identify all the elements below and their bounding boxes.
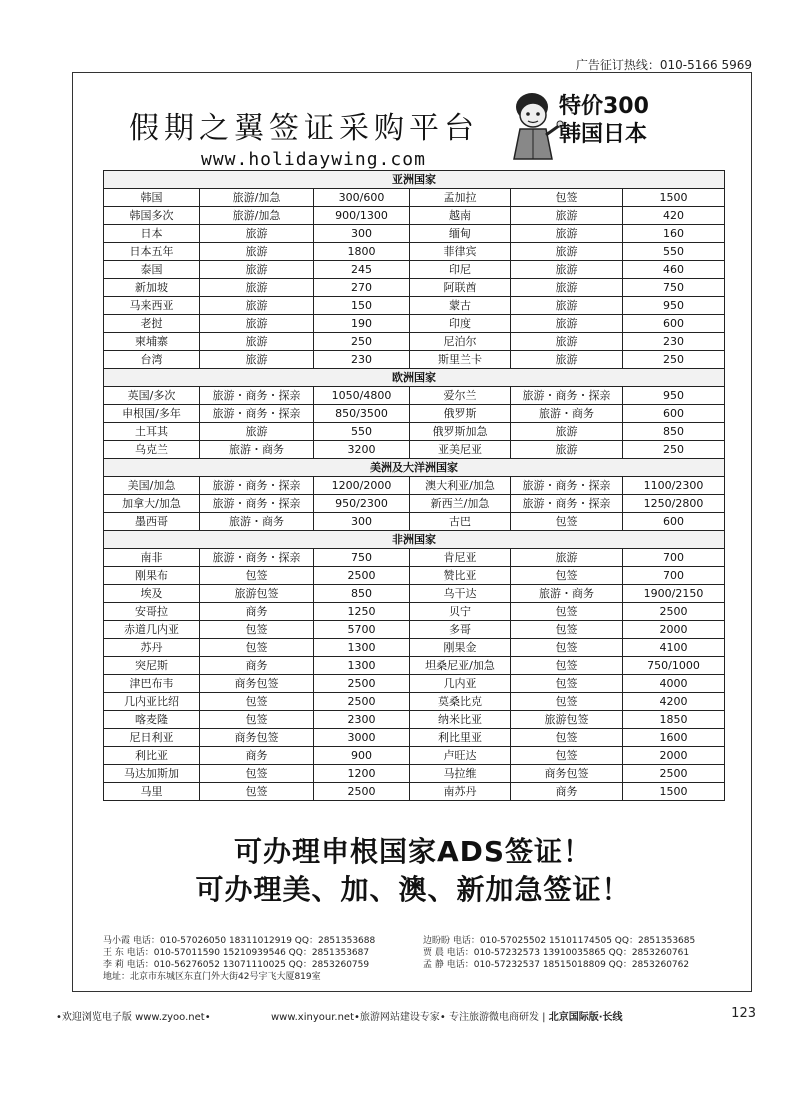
- table-cell: 澳大利亚/加急: [410, 477, 511, 495]
- ad-hotline: 广告征订热线：010-5166 5969: [575, 58, 752, 72]
- table-cell: 旅游: [511, 441, 623, 459]
- table-row: [104, 567, 725, 585]
- table-cell: 550: [314, 423, 410, 441]
- table-cell: 2000: [623, 621, 725, 639]
- table-cell: 几内亚比绍: [104, 693, 200, 711]
- table-cell: 旅游: [200, 297, 314, 315]
- table-cell: 尼泊尔: [410, 333, 511, 351]
- contact-person: 孟 静 电话：010-57232537 18515018809 QQ：2853260762: [423, 960, 690, 970]
- table-cell: 乌克兰: [104, 441, 200, 459]
- slogan-ads: 可办理申根国家ADS签证！: [233, 835, 593, 868]
- promo-price: 特价300: [559, 94, 649, 119]
- table-cell: 旅游: [200, 279, 314, 297]
- table-row: [104, 207, 725, 225]
- table-cell: 850: [314, 585, 410, 603]
- table-cell: 460: [623, 261, 725, 279]
- table-cell: 950: [623, 297, 725, 315]
- section-title: 美洲及大洋洲国家: [104, 459, 725, 477]
- table-cell: 600: [623, 315, 725, 333]
- brand-title: 假期之翼签证采购平台: [129, 111, 479, 146]
- table-cell: 2500: [314, 783, 410, 801]
- footer-ezine-link[interactable]: •欢迎浏览电子版 www.zyoo.net•: [56, 1012, 211, 1023]
- table-cell: 旅游・商务: [200, 513, 314, 531]
- section-title: 亚洲国家: [104, 171, 725, 189]
- table-row: [104, 243, 725, 261]
- table-cell: 1200/2000: [314, 477, 410, 495]
- table-cell: 1900/2150: [623, 585, 725, 603]
- table-cell: 旅游・商务・探亲: [200, 549, 314, 567]
- section-title: 非洲国家: [104, 531, 725, 549]
- table-cell: 4200: [623, 693, 725, 711]
- table-cell: 旅游: [511, 333, 623, 351]
- table-cell: 尼日利亚: [104, 729, 200, 747]
- table-cell: 多哥: [410, 621, 511, 639]
- table-cell: 商务: [200, 603, 314, 621]
- table-cell: 1300: [314, 639, 410, 657]
- table-cell: 乌干达: [410, 585, 511, 603]
- table-cell: 旅游・商务・探亲: [200, 495, 314, 513]
- table-cell: 古巴: [410, 513, 511, 531]
- table-cell: 赞比亚: [410, 567, 511, 585]
- table-cell: 美国/加急: [104, 477, 200, 495]
- table-cell: 300: [314, 225, 410, 243]
- table-cell: 苏丹: [104, 639, 200, 657]
- table-cell: 700: [623, 549, 725, 567]
- table-cell: 包签: [511, 729, 623, 747]
- table-cell: 马来西亚: [104, 297, 200, 315]
- table-cell: 印尼: [410, 261, 511, 279]
- table-cell: 1250: [314, 603, 410, 621]
- table-row: [104, 405, 725, 423]
- table-cell: 英国/多次: [104, 387, 200, 405]
- table-cell: 旅游: [200, 315, 314, 333]
- contact-list: [103, 935, 743, 983]
- table-cell: 刚果金: [410, 639, 511, 657]
- table-cell: 几内亚: [410, 675, 511, 693]
- table-cell: 商务包签: [200, 675, 314, 693]
- table-cell: 旅游: [511, 225, 623, 243]
- table-cell: 旅游: [511, 279, 623, 297]
- table-cell: 包签: [200, 783, 314, 801]
- table-cell: 卢旺达: [410, 747, 511, 765]
- table-cell: 商务: [200, 747, 314, 765]
- table-cell: 3000: [314, 729, 410, 747]
- contact-row: [103, 959, 743, 971]
- table-cell: 1050/4800: [314, 387, 410, 405]
- table-row: [104, 747, 725, 765]
- table-cell: 旅游・商务・探亲: [200, 387, 314, 405]
- table-cell: 旅游・商务・探亲: [511, 495, 623, 513]
- section-header-row: [104, 531, 725, 549]
- table-cell: 包签: [511, 603, 623, 621]
- table-cell: 旅游: [200, 351, 314, 369]
- table-cell: 旅游: [200, 261, 314, 279]
- table-cell: 包签: [511, 747, 623, 765]
- footer-sponsor: www.xinyour.net•旅游网站建设专家• 专注旅游微电商研发 |: [271, 1012, 546, 1023]
- table-row: [104, 297, 725, 315]
- table-cell: 旅游・商务・探亲: [511, 477, 623, 495]
- table-cell: 加拿大/加急: [104, 495, 200, 513]
- table-cell: 包签: [511, 513, 623, 531]
- table-cell: 坦桑尼亚/加急: [410, 657, 511, 675]
- promo-badge: [559, 93, 649, 149]
- table-cell: 1850: [623, 711, 725, 729]
- table-cell: 旅游・商务・探亲: [511, 387, 623, 405]
- table-cell: 1500: [623, 189, 725, 207]
- table-cell: 160: [623, 225, 725, 243]
- table-cell: 申根国/多年: [104, 405, 200, 423]
- table-cell: 550: [623, 243, 725, 261]
- table-cell: 850/3500: [314, 405, 410, 423]
- table-row: [104, 585, 725, 603]
- table-cell: 商务: [200, 657, 314, 675]
- table-cell: 马拉维: [410, 765, 511, 783]
- slogans: [73, 833, 753, 909]
- table-row: [104, 477, 725, 495]
- table-cell: 商务: [511, 783, 623, 801]
- table-row: [104, 441, 725, 459]
- table-cell: 2500: [314, 675, 410, 693]
- table-row: [104, 729, 725, 747]
- table-cell: 包签: [511, 693, 623, 711]
- table-cell: 旅游/加急: [200, 207, 314, 225]
- table-row: [104, 279, 725, 297]
- table-cell: 750/1000: [623, 657, 725, 675]
- table-row: [104, 675, 725, 693]
- table-cell: 台湾: [104, 351, 200, 369]
- contact-person: 马小霞 电话：010-57026050 18311012919 QQ：2851353688: [103, 936, 376, 946]
- table-cell: 突尼斯: [104, 657, 200, 675]
- table-cell: 2500: [314, 567, 410, 585]
- section-header-row: [104, 459, 725, 477]
- table-cell: 旅游/加急: [200, 189, 314, 207]
- table-cell: 日本五年: [104, 243, 200, 261]
- table-cell: 刚果布: [104, 567, 200, 585]
- table-cell: 270: [314, 279, 410, 297]
- table-row: [104, 549, 725, 567]
- table-cell: 旅游: [511, 549, 623, 567]
- table-cell: 贝宁: [410, 603, 511, 621]
- table-cell: 1800: [314, 243, 410, 261]
- promo-countries: 韩国日本: [559, 122, 648, 147]
- table-cell: 旅游: [200, 423, 314, 441]
- table-cell: 包签: [200, 711, 314, 729]
- table-cell: 900/1300: [314, 207, 410, 225]
- table-row: [104, 657, 725, 675]
- table-cell: 750: [623, 279, 725, 297]
- table-cell: 亚美尼亚: [410, 441, 511, 459]
- table-cell: 墨西哥: [104, 513, 200, 531]
- table-cell: 包签: [511, 567, 623, 585]
- table-row: [104, 387, 725, 405]
- table-cell: 300/600: [314, 189, 410, 207]
- table-cell: 700: [623, 567, 725, 585]
- table-cell: 2500: [623, 765, 725, 783]
- table-cell: 2500: [623, 603, 725, 621]
- table-cell: 旅游: [200, 333, 314, 351]
- table-cell: 韩国: [104, 189, 200, 207]
- section-header-row: [104, 171, 725, 189]
- table-row: [104, 693, 725, 711]
- table-cell: 旅游: [511, 315, 623, 333]
- table-cell: 旅游: [200, 243, 314, 261]
- table-cell: 津巴布韦: [104, 675, 200, 693]
- table-row: [104, 783, 725, 801]
- table-cell: 蒙古: [410, 297, 511, 315]
- table-cell: 印度: [410, 315, 511, 333]
- table-cell: 245: [314, 261, 410, 279]
- visa-price-table: [103, 170, 725, 801]
- table-row: [104, 495, 725, 513]
- table-cell: 150: [314, 297, 410, 315]
- table-cell: 850: [623, 423, 725, 441]
- table-cell: 南非: [104, 549, 200, 567]
- table-cell: 600: [623, 513, 725, 531]
- table-row: [104, 603, 725, 621]
- table-cell: 600: [623, 405, 725, 423]
- table-cell: 旅游包签: [511, 711, 623, 729]
- mascot-illustration: [506, 87, 564, 167]
- table-cell: 莫桑比克: [410, 693, 511, 711]
- table-cell: 韩国多次: [104, 207, 200, 225]
- table-cell: 旅游・商务: [511, 585, 623, 603]
- table-cell: 土耳其: [104, 423, 200, 441]
- table-row: [104, 333, 725, 351]
- table-cell: 包签: [200, 693, 314, 711]
- table-cell: 1100/2300: [623, 477, 725, 495]
- table-row: [104, 639, 725, 657]
- table-cell: 俄罗斯: [410, 405, 511, 423]
- table-cell: 旅游: [511, 423, 623, 441]
- table-cell: 旅游: [511, 297, 623, 315]
- table-cell: 5700: [314, 621, 410, 639]
- table-cell: 缅甸: [410, 225, 511, 243]
- table-cell: 旅游: [511, 351, 623, 369]
- contact-person: 贾 晨 电话：010-57232573 13910035865 QQ：2853260761: [423, 948, 690, 958]
- table-cell: 利比亚: [104, 747, 200, 765]
- table-cell: 250: [623, 351, 725, 369]
- table-cell: 包签: [200, 765, 314, 783]
- website-url[interactable]: www.holidaywing.com: [201, 149, 426, 170]
- table-cell: 马里: [104, 783, 200, 801]
- table-cell: 420: [623, 207, 725, 225]
- page-number: 123: [731, 1006, 756, 1021]
- table-cell: 孟加拉: [410, 189, 511, 207]
- table-cell: 柬埔寨: [104, 333, 200, 351]
- table-cell: 190: [314, 315, 410, 333]
- address: 地址：北京市东城区东直门外大街42号宇飞大厦819室: [103, 972, 321, 982]
- contact-row: [103, 935, 743, 947]
- table-cell: 喀麦隆: [104, 711, 200, 729]
- table-cell: 菲律宾: [410, 243, 511, 261]
- table-cell: 2000: [623, 747, 725, 765]
- table-cell: 越南: [410, 207, 511, 225]
- table-cell: 包签: [511, 189, 623, 207]
- table-cell: 4100: [623, 639, 725, 657]
- table-cell: 230: [623, 333, 725, 351]
- contact-person: 边盼盼 电话：010-57025502 15101174505 QQ：2851353685: [423, 936, 696, 946]
- table-cell: 1200: [314, 765, 410, 783]
- table-cell: 包签: [200, 621, 314, 639]
- table-cell: 爱尔兰: [410, 387, 511, 405]
- table-cell: 包签: [511, 657, 623, 675]
- table-cell: 900: [314, 747, 410, 765]
- table-cell: 泰国: [104, 261, 200, 279]
- ad-frame: [72, 72, 752, 992]
- table-cell: 包签: [200, 567, 314, 585]
- table-row: [104, 621, 725, 639]
- table-cell: 旅游・商务: [200, 441, 314, 459]
- table-cell: 马达加斯加: [104, 765, 200, 783]
- table-cell: 250: [623, 441, 725, 459]
- table-cell: 旅游・商务・探亲: [200, 477, 314, 495]
- table-cell: 230: [314, 351, 410, 369]
- contact-person: 王 东 电话：010-57011590 15210939546 QQ：2851353687: [103, 948, 370, 958]
- table-cell: 包签: [511, 639, 623, 657]
- table-cell: 阿联酋: [410, 279, 511, 297]
- table-cell: 新西兰/加急: [410, 495, 511, 513]
- table-cell: 包签: [511, 621, 623, 639]
- footer-edition: 北京国际版·长线: [548, 1012, 623, 1023]
- table-cell: 包签: [200, 639, 314, 657]
- table-cell: 新加坡: [104, 279, 200, 297]
- table-cell: 950/2300: [314, 495, 410, 513]
- table-cell: 安哥拉: [104, 603, 200, 621]
- table-cell: 4000: [623, 675, 725, 693]
- contact-person: 李 莉 电话：010-56276052 13071110025 QQ：2853260759: [103, 960, 370, 970]
- slogan-urgent: 可办理美、加、澳、新加急签证！: [195, 873, 631, 906]
- table-cell: 1500: [623, 783, 725, 801]
- table-cell: 旅游・商务・探亲: [200, 405, 314, 423]
- table-cell: 1250/2800: [623, 495, 725, 513]
- table-cell: 俄罗斯加急: [410, 423, 511, 441]
- table-cell: 300: [314, 513, 410, 531]
- table-cell: 旅游包签: [200, 585, 314, 603]
- table-cell: 商务包签: [511, 765, 623, 783]
- table-cell: 2500: [314, 693, 410, 711]
- table-row: [104, 423, 725, 441]
- section-title: 欧洲国家: [104, 369, 725, 387]
- table-cell: 旅游: [511, 207, 623, 225]
- table-cell: 950: [623, 387, 725, 405]
- table-row: [104, 711, 725, 729]
- table-row: [104, 261, 725, 279]
- table-row: [104, 315, 725, 333]
- table-cell: 750: [314, 549, 410, 567]
- table-cell: 商务包签: [200, 729, 314, 747]
- table-cell: 埃及: [104, 585, 200, 603]
- table-cell: 3200: [314, 441, 410, 459]
- footer-center: [271, 1008, 623, 1023]
- table-cell: 老挝: [104, 315, 200, 333]
- table-cell: 日本: [104, 225, 200, 243]
- table-cell: 包签: [511, 675, 623, 693]
- table-row: [104, 351, 725, 369]
- table-row: [104, 225, 725, 243]
- contact-row: [103, 947, 743, 959]
- table-cell: 2300: [314, 711, 410, 729]
- table-cell: 纳米比亚: [410, 711, 511, 729]
- section-header-row: [104, 369, 725, 387]
- table-cell: 旅游: [511, 243, 623, 261]
- table-cell: 肯尼亚: [410, 549, 511, 567]
- table-cell: 旅游: [511, 261, 623, 279]
- table-row: [104, 513, 725, 531]
- table-cell: 250: [314, 333, 410, 351]
- table-cell: 斯里兰卡: [410, 351, 511, 369]
- table-cell: 旅游: [200, 225, 314, 243]
- table-cell: 旅游・商务: [511, 405, 623, 423]
- table-cell: 利比里亚: [410, 729, 511, 747]
- table-row: [104, 765, 725, 783]
- table-row: [104, 189, 725, 207]
- table-cell: 赤道几内亚: [104, 621, 200, 639]
- table-cell: 南苏丹: [410, 783, 511, 801]
- table-cell: 1600: [623, 729, 725, 747]
- table-cell: 1300: [314, 657, 410, 675]
